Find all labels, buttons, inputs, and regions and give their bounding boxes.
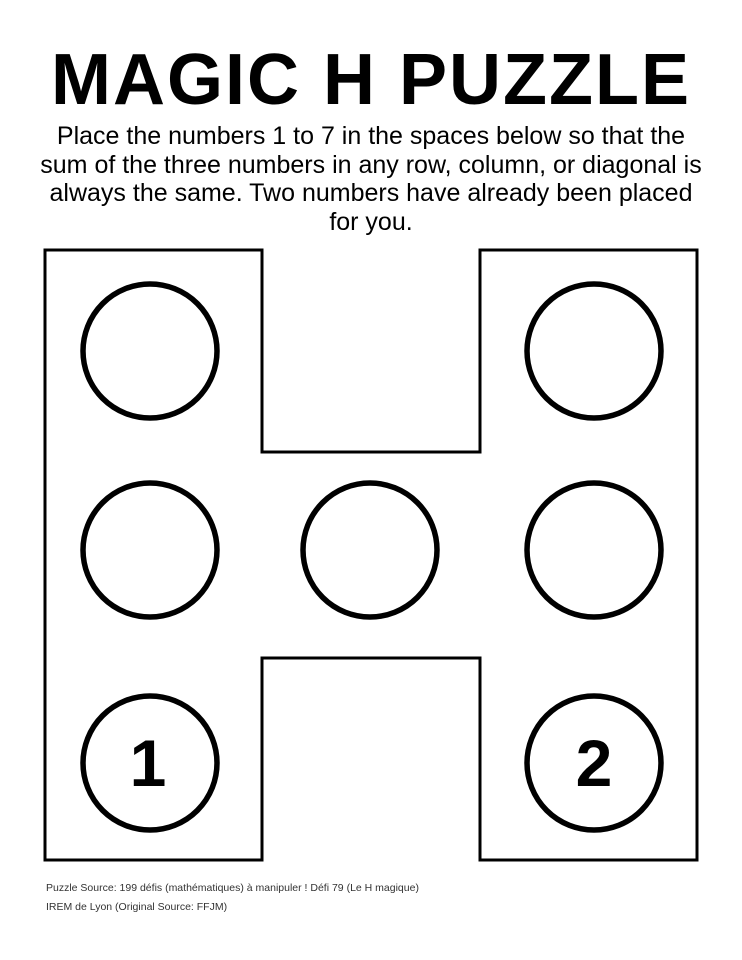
cell-middle-left[interactable] xyxy=(83,483,217,617)
source-credit xyxy=(46,879,419,917)
cell-value: 1 xyxy=(129,726,167,800)
instructions: Place the numbers 1 to 7 in the spaces below so that the sum of the three numbers in any row, column, or diagonal is always the same. Two numbers have already been placed for you. xyxy=(40,122,702,236)
source-line-2: IREM de Lyon (Original Source: FFJM) xyxy=(46,901,228,913)
cell-value: 2 xyxy=(575,726,613,800)
cell-top-right[interactable] xyxy=(527,284,661,418)
cell-center[interactable] xyxy=(303,483,437,617)
page-title: MAGIC H PUZZLE xyxy=(51,40,691,120)
cell-middle-right[interactable] xyxy=(527,483,661,617)
cell-top-left[interactable] xyxy=(83,284,217,418)
source-line-1: Puzzle Source: 199 défis (mathématiques) à manipuler ! Défi 79 (Le H magique) xyxy=(46,882,419,894)
